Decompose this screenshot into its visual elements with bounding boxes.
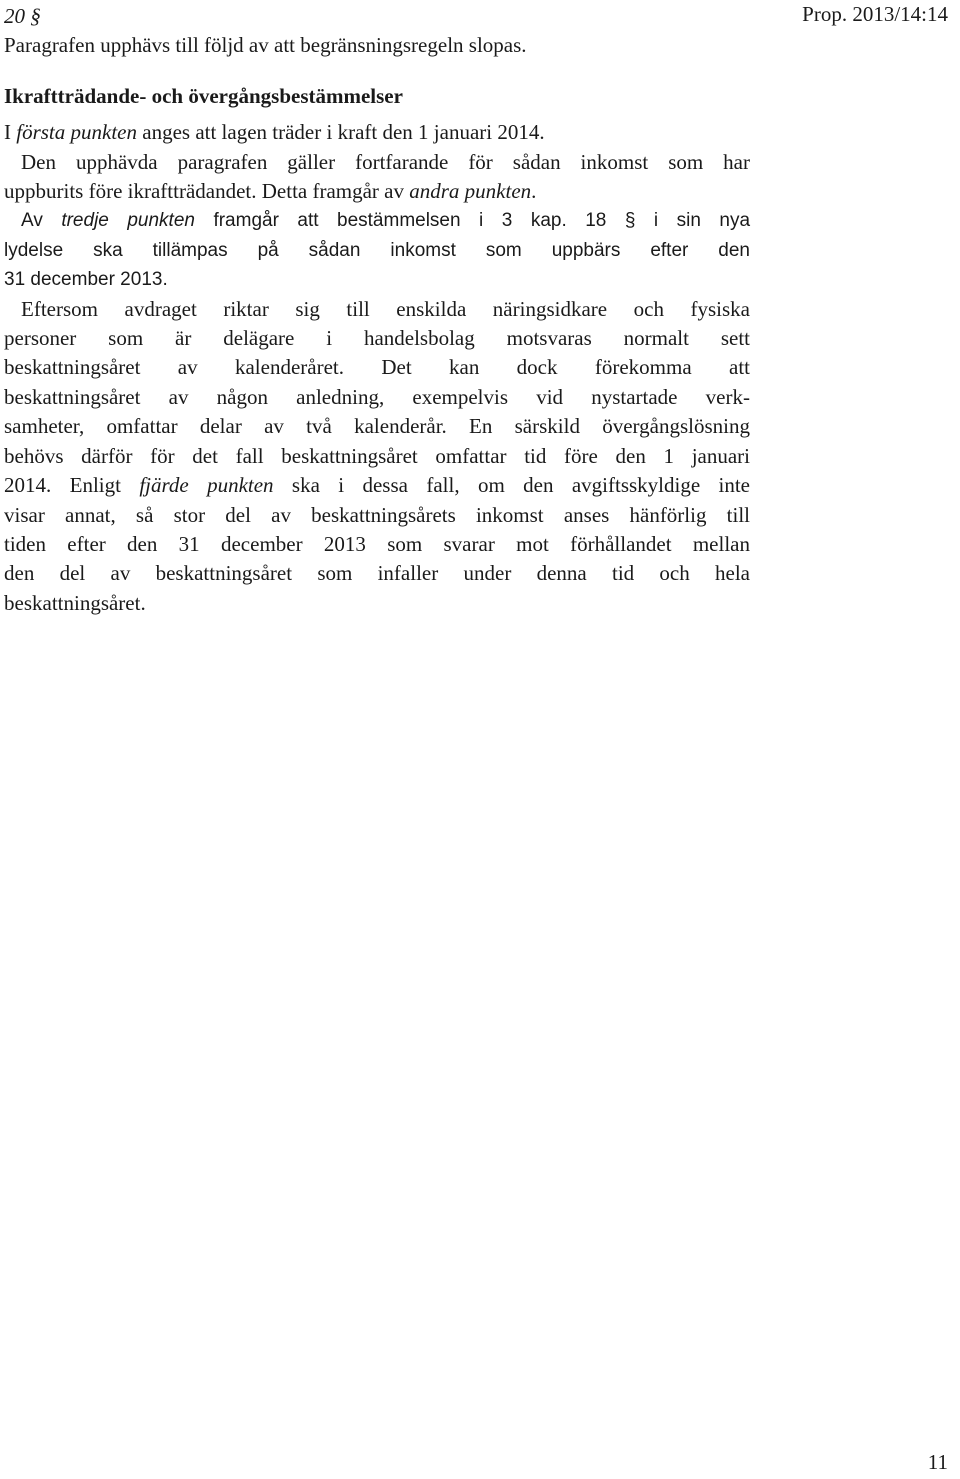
- transitional-heading: Ikraftträdande- och övergångsbestämmelser: [4, 83, 403, 108]
- page-number: 11: [927, 1450, 948, 1474]
- paragraph-2: Den upphävda paragrafen gäller fortfarande för sådan inkomst som har uppburits före ikraftträdandet. Detta framgår av andra punkten.: [4, 149, 750, 204]
- emphasis-first-point: första punkten: [16, 120, 137, 145]
- section-text: Paragrafen upphävs till följd av att begränsningsregeln slopas.: [4, 33, 527, 58]
- document-body: [4, 2, 750, 618]
- emphasis-third-point: tredje punkten: [61, 210, 195, 232]
- paragraph-4: Eftersom avdraget riktar sig till enskilda näringsidkare och fysiska personer som är delägare i handelsbolag motsvaras normalt sett beskattningsåret av kalenderåret. Det kan dock förekomma att beskattningsåret av någon anledning, exempelvis vid nystartade verk- samheter, omfattar delar av två kalenderår. En särskild övergångslösning behövs därför för det fall beskattningsåret omfattar tid före den 1 januari 2014. Enligt fjärde punkten ska i dessa fall, om den avgiftsskyldige inte visar annat, så stor del av beskattningsårets inkomst anses hänförlig till tiden efter den 31 december 2013 som svarar mot förhållandet mellan den del av beskattningsåret som infaller under denna tid och hela beskattningsåret.: [4, 296, 751, 615]
- emphasis-fourth-point: fjärde punkten: [139, 473, 274, 498]
- prop-number: Prop. 2013/14:14: [802, 2, 948, 26]
- emphasis-second-point: andra punkten: [409, 179, 532, 204]
- paragraph-3: Av tredje punkten framgår att bestämmelsen i 3 kap. 18 § i sin nya lydelse ska tillämpas på sådan inkomst som uppbärs efter den 31 december 2013.: [4, 210, 751, 291]
- paragraph-1: I första punkten anges att lagen träder i kraft den 1 januari 2014.: [4, 120, 545, 145]
- section-heading: 20 §: [4, 4, 41, 28]
